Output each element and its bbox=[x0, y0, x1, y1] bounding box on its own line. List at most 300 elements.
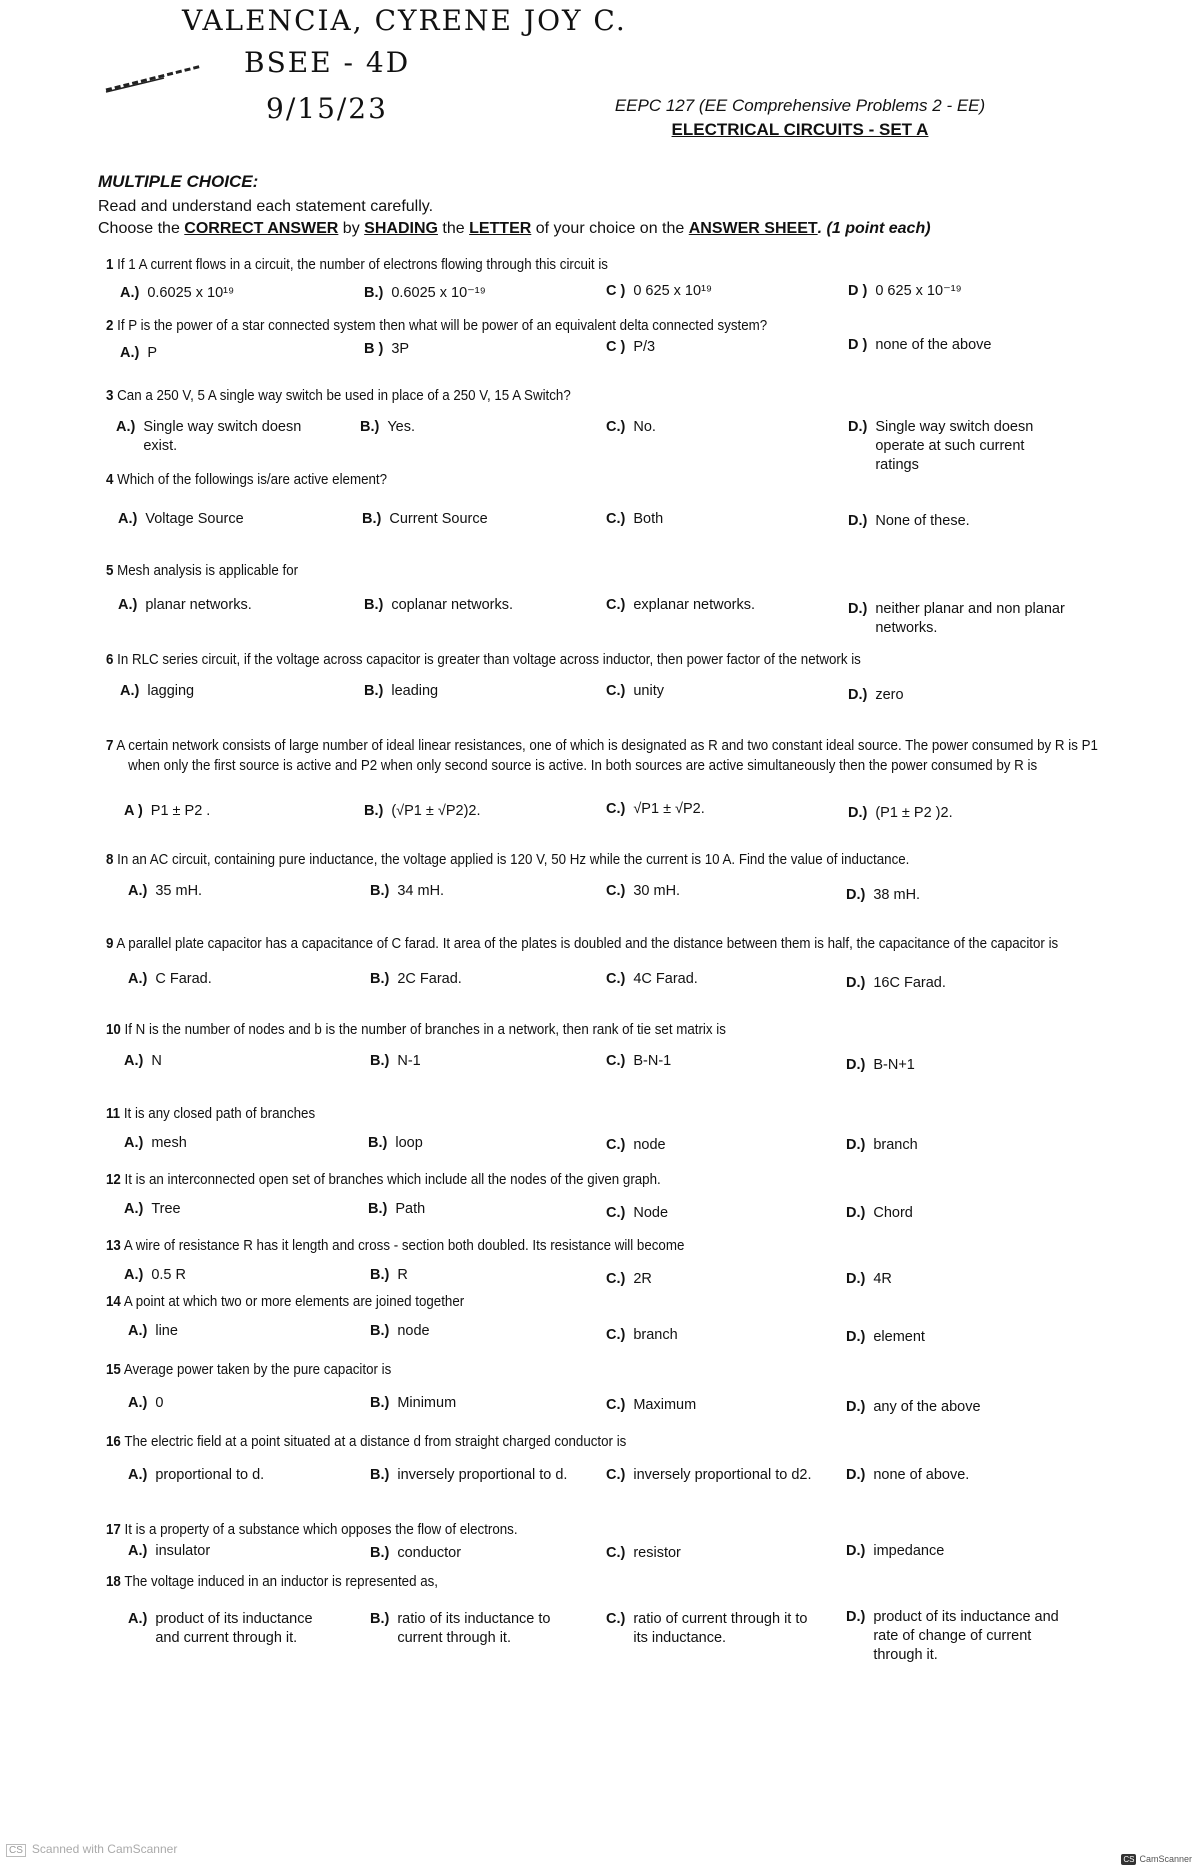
question-10-option-d bbox=[846, 1056, 915, 1075]
option-letter: A.) bbox=[128, 1323, 148, 1339]
question-1-option-b bbox=[364, 284, 486, 303]
option-text: 0.6025 x 10¹⁹ bbox=[147, 285, 235, 301]
question-stem bbox=[106, 1170, 1122, 1190]
question-2-option-d bbox=[848, 336, 991, 355]
question-number: 17 bbox=[106, 1522, 121, 1538]
set-title: ELECTRICAL CIRCUITS - SET A bbox=[671, 120, 929, 139]
instr-letter: LETTER bbox=[469, 220, 532, 237]
option-letter: D.) bbox=[848, 513, 868, 529]
option-letter: B.) bbox=[370, 971, 390, 987]
question-number: 6 bbox=[106, 652, 114, 668]
option-text: leading bbox=[391, 683, 439, 699]
option-text: unity bbox=[633, 683, 664, 699]
option-text: 2R bbox=[633, 1271, 652, 1287]
question-number: 4 bbox=[106, 472, 114, 488]
question-14-option-a bbox=[128, 1322, 178, 1341]
question-number: 15 bbox=[106, 1362, 121, 1378]
question-number: 11 bbox=[106, 1106, 121, 1122]
question-9 bbox=[106, 934, 1106, 954]
option-text: (√P1 ± √P2)2. bbox=[391, 803, 481, 819]
option-text: branch bbox=[633, 1327, 678, 1343]
question-15-option-d bbox=[846, 1398, 981, 1417]
option-letter: A.) bbox=[128, 1543, 148, 1559]
question-3-option-d bbox=[848, 418, 1065, 475]
instruction-line-2 bbox=[98, 220, 931, 238]
option-text: No. bbox=[633, 419, 656, 435]
question-number: 13 bbox=[106, 1238, 121, 1254]
question-3-option-a bbox=[116, 418, 333, 456]
question-6 bbox=[106, 650, 1106, 670]
option-text: Maximum bbox=[633, 1397, 697, 1413]
question-3-option-b bbox=[360, 418, 415, 437]
option-letter: D.) bbox=[846, 887, 866, 903]
option-text: loop bbox=[395, 1135, 423, 1151]
option-text: 3P bbox=[391, 341, 410, 357]
option-text: element bbox=[873, 1329, 925, 1345]
question-6-option-c bbox=[606, 682, 664, 701]
option-text: N bbox=[151, 1053, 162, 1069]
question-11-option-d bbox=[846, 1136, 918, 1155]
option-text: product of its inductance and current through it. bbox=[155, 1611, 313, 1646]
question-number: 14 bbox=[106, 1294, 121, 1310]
option-text: 30 mH. bbox=[633, 883, 681, 899]
option-letter: C.) bbox=[606, 1271, 626, 1287]
option-text: none of the above bbox=[875, 337, 992, 353]
pen-stroke-mark bbox=[104, 60, 204, 96]
option-letter: B.) bbox=[364, 803, 384, 819]
question-text: If P is the power of a star connected system then what will be power of an equivalent delta connected system? bbox=[117, 318, 768, 334]
option-letter: C.) bbox=[606, 1205, 626, 1221]
question-10-option-a bbox=[124, 1052, 162, 1071]
option-letter: D.) bbox=[846, 1271, 866, 1287]
option-text: zero bbox=[875, 687, 904, 703]
question-number: 10 bbox=[106, 1022, 121, 1038]
option-letter: C ) bbox=[606, 283, 626, 299]
option-text: 35 mH. bbox=[155, 883, 203, 899]
question-12-option-c bbox=[606, 1204, 668, 1223]
option-text: B-N-1 bbox=[633, 1053, 672, 1069]
section-title: MULTIPLE CHOICE: bbox=[98, 172, 259, 191]
option-text: explanar networks. bbox=[633, 597, 756, 613]
option-text: inversely proportional to d. bbox=[397, 1467, 568, 1483]
question-5-option-d bbox=[848, 600, 1065, 638]
option-letter: D.) bbox=[848, 805, 868, 821]
question-number: 12 bbox=[106, 1172, 121, 1188]
question-13-option-a bbox=[124, 1266, 186, 1285]
question-number: 8 bbox=[106, 852, 114, 868]
option-letter: B.) bbox=[370, 883, 390, 899]
option-letter: B.) bbox=[370, 1323, 390, 1339]
option-text: node bbox=[633, 1137, 666, 1153]
option-text: None of these. bbox=[875, 513, 970, 529]
question-stem bbox=[106, 1360, 1122, 1380]
question-13-option-c bbox=[606, 1270, 652, 1289]
option-letter: C.) bbox=[606, 801, 626, 817]
question-text: In an AC circuit, containing pure inductance, the voltage applied is 120 V, 50 Hz while the current is 10 A. Find the value of inductance. bbox=[117, 852, 910, 868]
option-text: 38 mH. bbox=[873, 887, 921, 903]
option-text: Chord bbox=[873, 1205, 913, 1221]
option-text: 0 625 x 10⁻¹⁹ bbox=[875, 283, 962, 299]
option-letter: A.) bbox=[128, 1611, 148, 1627]
question-17-option-b bbox=[370, 1544, 461, 1563]
scanner-text: Scanned with CamScanner bbox=[31, 1842, 178, 1856]
question-13 bbox=[106, 1236, 1106, 1256]
question-16-option-d bbox=[846, 1466, 969, 1485]
question-text: In RLC series circuit, if the voltage across capacitor is greater than voltage across inductor, then power factor of the network is bbox=[117, 652, 861, 668]
option-letter: C.) bbox=[606, 1397, 626, 1413]
question-10 bbox=[106, 1020, 1106, 1040]
option-text: 34 mH. bbox=[397, 883, 445, 899]
question-6-option-b bbox=[364, 682, 438, 701]
option-letter: B ) bbox=[364, 341, 384, 357]
question-text: The electric field at a point situated at a distance d from straight charged conductor is bbox=[124, 1434, 627, 1450]
option-letter: C.) bbox=[606, 1467, 626, 1483]
option-letter: D.) bbox=[846, 975, 866, 991]
question-text: It is an interconnected open set of branches which include all the nodes of the given graph. bbox=[124, 1172, 661, 1188]
option-text: Tree bbox=[151, 1201, 181, 1217]
question-number: 7 bbox=[106, 738, 114, 754]
option-letter: A.) bbox=[116, 419, 136, 435]
instr-shading: SHADING bbox=[364, 220, 438, 237]
question-15 bbox=[106, 1360, 1106, 1380]
option-text: 16C Farad. bbox=[873, 975, 946, 991]
option-text: product of its inductance and rate of change of current through it. bbox=[873, 1609, 1059, 1663]
question-7 bbox=[106, 736, 1106, 776]
instr-text: the bbox=[437, 220, 470, 237]
option-text: P bbox=[147, 345, 158, 361]
question-10-option-b bbox=[370, 1052, 421, 1071]
question-6-option-a bbox=[120, 682, 194, 701]
question-9-option-c bbox=[606, 970, 698, 989]
question-stem bbox=[106, 934, 1122, 954]
question-stem bbox=[106, 1520, 1122, 1540]
question-8-option-a bbox=[128, 882, 202, 901]
scanner-watermark bbox=[6, 1842, 177, 1857]
question-18-option-c bbox=[606, 1610, 813, 1648]
question-2-option-b bbox=[364, 340, 409, 359]
option-letter: A.) bbox=[118, 511, 138, 527]
option-letter: A.) bbox=[124, 1135, 144, 1151]
option-letter: C.) bbox=[606, 511, 626, 527]
option-letter: D.) bbox=[846, 1329, 866, 1345]
option-text: Single way switch doesn operate at such current ratings bbox=[875, 419, 1034, 473]
question-1-option-a bbox=[120, 284, 234, 303]
option-text: ratio of current through it to its inductance. bbox=[633, 1611, 808, 1646]
option-text: insulator bbox=[155, 1543, 211, 1559]
question-5-option-b bbox=[364, 596, 513, 615]
option-text: line bbox=[155, 1323, 178, 1339]
question-8-option-d bbox=[846, 886, 920, 905]
option-letter: D.) bbox=[848, 601, 868, 617]
option-letter: C.) bbox=[606, 597, 626, 613]
question-text: It is any closed path of branches bbox=[123, 1106, 316, 1122]
option-text: Voltage Source bbox=[145, 511, 244, 527]
question-stem bbox=[106, 736, 1122, 776]
question-13-option-d bbox=[846, 1270, 892, 1289]
option-text: P1 ± P2 . bbox=[150, 803, 211, 819]
question-16-option-a bbox=[128, 1466, 264, 1485]
question-2 bbox=[106, 316, 1106, 336]
question-text: Average power taken by the pure capacitor is bbox=[123, 1362, 392, 1378]
question-stem bbox=[106, 650, 1122, 670]
option-letter: A.) bbox=[128, 1395, 148, 1411]
option-letter: D.) bbox=[848, 419, 868, 435]
option-letter: B.) bbox=[370, 1611, 390, 1627]
question-11-option-a bbox=[124, 1134, 187, 1153]
question-11-option-c bbox=[606, 1136, 666, 1155]
question-14 bbox=[106, 1292, 1106, 1312]
option-text: 4R bbox=[873, 1271, 892, 1287]
option-letter: B.) bbox=[360, 419, 380, 435]
option-letter: C.) bbox=[606, 1053, 626, 1069]
option-letter: C.) bbox=[606, 1611, 626, 1627]
question-18-option-a bbox=[128, 1610, 335, 1648]
question-4-option-a bbox=[118, 510, 244, 529]
question-7-option-a bbox=[124, 802, 210, 821]
question-17 bbox=[106, 1520, 1106, 1540]
option-text: Minimum bbox=[397, 1395, 457, 1411]
question-text: A certain network consists of large number of ideal linear resistances, one of which is designated as R and two constant ideal source. The power consumed by R is P1 when only the first source is active and P2 when only second source is active. In both sources are active simultaneously then the power consumed by R is bbox=[116, 738, 1098, 774]
option-letter: A.) bbox=[128, 1467, 148, 1483]
option-letter: D ) bbox=[848, 283, 868, 299]
instr-text: Choose the bbox=[98, 220, 185, 237]
option-text: planar networks. bbox=[145, 597, 252, 613]
option-text: any of the above bbox=[873, 1399, 981, 1415]
question-text: If N is the number of nodes and b is the number of branches in a network, then rank of tie set matrix is bbox=[124, 1022, 726, 1038]
option-text: (P1 ± P2 )2. bbox=[875, 805, 953, 821]
option-text: Path bbox=[395, 1201, 426, 1217]
option-letter: B.) bbox=[370, 1267, 390, 1283]
camscanner-badge-icon: CS bbox=[1123, 1855, 1135, 1864]
option-text: inversely proportional to d2. bbox=[633, 1467, 812, 1483]
option-letter: A.) bbox=[120, 285, 140, 301]
question-text: A wire of resistance R has it length and cross - section both doubled. Its resistance will become bbox=[123, 1238, 685, 1254]
question-5-option-a bbox=[118, 596, 252, 615]
question-stem bbox=[106, 561, 1122, 581]
option-text: neither planar and non planar networks. bbox=[875, 601, 1065, 636]
option-letter: D ) bbox=[848, 337, 868, 353]
question-15-option-c bbox=[606, 1396, 696, 1415]
question-number: 2 bbox=[106, 318, 114, 334]
question-15-option-a bbox=[128, 1394, 163, 1413]
question-12-option-b bbox=[368, 1200, 425, 1219]
option-letter: A.) bbox=[118, 597, 138, 613]
option-letter: B.) bbox=[364, 683, 384, 699]
option-letter: C.) bbox=[606, 883, 626, 899]
option-letter: B.) bbox=[370, 1053, 390, 1069]
option-letter: C.) bbox=[606, 1327, 626, 1343]
option-letter: A.) bbox=[124, 1201, 144, 1217]
instr-answer-sheet: ANSWER SHEET bbox=[688, 220, 818, 237]
question-text: The voltage induced in an inductor is represented as, bbox=[124, 1574, 439, 1590]
question-stem bbox=[106, 1292, 1122, 1312]
option-text: Yes. bbox=[387, 419, 416, 435]
option-letter: D.) bbox=[846, 1137, 866, 1153]
option-text: none of above. bbox=[873, 1467, 970, 1483]
instr-text: by bbox=[338, 220, 365, 237]
question-stem bbox=[106, 316, 1122, 336]
student-section: BSEE - 4D bbox=[244, 46, 411, 79]
question-stem bbox=[106, 850, 1122, 870]
question-18-option-d bbox=[846, 1608, 1063, 1665]
option-text: R bbox=[397, 1267, 408, 1283]
question-8 bbox=[106, 850, 1106, 870]
option-text: coplanar networks. bbox=[391, 597, 514, 613]
question-9-option-b bbox=[370, 970, 462, 989]
question-number: 9 bbox=[106, 936, 114, 952]
question-17-option-d bbox=[846, 1542, 944, 1561]
option-letter: A.) bbox=[124, 1053, 144, 1069]
option-text: N-1 bbox=[397, 1053, 421, 1069]
question-10-option-c bbox=[606, 1052, 671, 1071]
option-letter: C.) bbox=[606, 419, 626, 435]
question-4-option-d bbox=[848, 512, 970, 531]
question-5-option-c bbox=[606, 596, 755, 615]
option-letter: D.) bbox=[846, 1543, 866, 1559]
option-text: ratio of its inductance to current through it. bbox=[397, 1611, 551, 1646]
instruction-line-1: Read and understand each statement carefully. bbox=[98, 198, 434, 215]
option-letter: B.) bbox=[364, 285, 384, 301]
question-9-option-a bbox=[128, 970, 212, 989]
question-8-option-c bbox=[606, 882, 680, 901]
option-letter: D.) bbox=[848, 687, 868, 703]
question-number: 3 bbox=[106, 388, 114, 404]
question-16 bbox=[106, 1432, 1106, 1452]
question-17-option-a bbox=[128, 1542, 210, 1561]
option-text: mesh bbox=[151, 1135, 187, 1151]
question-2-option-c bbox=[606, 338, 655, 357]
question-stem bbox=[106, 1572, 1122, 1592]
camscanner-icon: CS bbox=[6, 1844, 26, 1857]
question-6-option-d bbox=[848, 686, 904, 705]
option-text: 0 bbox=[155, 1395, 164, 1411]
question-11-option-b bbox=[368, 1134, 423, 1153]
question-2-option-a bbox=[120, 344, 157, 363]
option-letter: C.) bbox=[606, 1545, 626, 1561]
question-text: If 1 A current flows in a circuit, the number of electrons flowing through this circuit is bbox=[117, 257, 608, 273]
option-text: 0.5 R bbox=[151, 1267, 187, 1283]
option-text: lagging bbox=[147, 683, 195, 699]
option-text: proportional to d. bbox=[155, 1467, 265, 1483]
camscanner-badge-text: CamScanner bbox=[1139, 1854, 1192, 1864]
student-name: VALENCIA, CYRENE JOY C. bbox=[182, 4, 627, 37]
question-12-option-a bbox=[124, 1200, 181, 1219]
instr-correct-answer: CORRECT ANSWER bbox=[184, 220, 339, 237]
question-text: Can a 250 V, 5 A single way switch be used in place of a 250 V, 15 A Switch? bbox=[117, 388, 571, 404]
option-letter: B.) bbox=[370, 1467, 390, 1483]
question-7-option-d bbox=[848, 804, 953, 823]
question-15-option-b bbox=[370, 1394, 456, 1413]
question-11 bbox=[106, 1104, 1106, 1124]
option-text: P/3 bbox=[633, 339, 656, 355]
option-letter: A.) bbox=[120, 683, 140, 699]
question-number: 18 bbox=[106, 1574, 121, 1590]
option-letter: B.) bbox=[368, 1135, 388, 1151]
question-1-option-d bbox=[848, 282, 962, 301]
question-4-option-b bbox=[362, 510, 488, 529]
option-text: Node bbox=[633, 1205, 669, 1221]
option-letter: D.) bbox=[846, 1205, 866, 1221]
question-stem bbox=[106, 1236, 1122, 1256]
option-letter: D.) bbox=[846, 1467, 866, 1483]
option-letter: B.) bbox=[368, 1201, 388, 1217]
question-text: It is a property of a substance which opposes the flow of electrons. bbox=[124, 1522, 518, 1538]
option-letter: B.) bbox=[364, 597, 384, 613]
question-text: A point at which two or more elements are joined together bbox=[123, 1294, 465, 1310]
option-letter: C.) bbox=[606, 971, 626, 987]
option-text: √P1 ± √P2. bbox=[633, 801, 705, 817]
option-letter: A ) bbox=[124, 803, 143, 819]
question-1-option-c bbox=[606, 282, 712, 301]
question-18-option-b bbox=[370, 1610, 577, 1648]
question-stem bbox=[106, 1432, 1122, 1452]
option-text: 4C Farad. bbox=[633, 971, 698, 987]
question-14-option-b bbox=[370, 1322, 430, 1341]
option-letter: B.) bbox=[362, 511, 382, 527]
question-12 bbox=[106, 1170, 1106, 1190]
question-stem bbox=[106, 470, 1122, 490]
question-8-option-b bbox=[370, 882, 444, 901]
option-text: node bbox=[397, 1323, 430, 1339]
option-letter: B.) bbox=[370, 1545, 390, 1561]
question-text: Mesh analysis is applicable for bbox=[117, 563, 299, 579]
option-letter: B.) bbox=[370, 1395, 390, 1411]
option-text: Both bbox=[633, 511, 664, 527]
question-3-option-c bbox=[606, 418, 656, 437]
question-text: Which of the followings is/are active element? bbox=[117, 472, 388, 488]
option-text: resistor bbox=[633, 1545, 681, 1561]
question-stem bbox=[106, 255, 1122, 275]
question-number: 1 bbox=[106, 257, 114, 273]
camscanner-badge bbox=[1121, 1854, 1192, 1865]
option-text: Single way switch doesn exist. bbox=[143, 419, 302, 454]
option-text: B-N+1 bbox=[873, 1057, 915, 1073]
question-1 bbox=[106, 255, 1106, 275]
question-12-option-d bbox=[846, 1204, 913, 1223]
option-letter: A.) bbox=[128, 883, 148, 899]
question-number: 5 bbox=[106, 563, 114, 579]
question-18 bbox=[106, 1572, 1106, 1592]
option-text: C Farad. bbox=[155, 971, 212, 987]
question-5 bbox=[106, 561, 1106, 581]
question-4-option-c bbox=[606, 510, 663, 529]
question-4 bbox=[106, 470, 1106, 490]
option-letter: A.) bbox=[124, 1267, 144, 1283]
question-stem bbox=[106, 1020, 1122, 1040]
question-16-option-b bbox=[370, 1466, 567, 1485]
option-text: branch bbox=[873, 1137, 918, 1153]
course-title: EEPC 127 (EE Comprehensive Problems 2 - EE) bbox=[614, 96, 986, 115]
option-text: impedance bbox=[873, 1543, 945, 1559]
question-16-option-c bbox=[606, 1466, 811, 1485]
question-text: A parallel plate capacitor has a capacitance of C farad. It area of the plates is doubled and the distance between them is half, the capacitance of the capacitor is bbox=[116, 936, 1059, 952]
question-7-option-b bbox=[364, 802, 481, 821]
option-text: Current Source bbox=[389, 511, 488, 527]
option-letter: D.) bbox=[846, 1609, 866, 1625]
option-text: 2C Farad. bbox=[397, 971, 462, 987]
option-letter: D.) bbox=[846, 1399, 866, 1415]
option-letter: D.) bbox=[846, 1057, 866, 1073]
option-letter: A.) bbox=[120, 345, 140, 361]
option-text: 0 625 x 10¹⁹ bbox=[633, 283, 713, 299]
question-9-option-d bbox=[846, 974, 946, 993]
option-letter: A.) bbox=[128, 971, 148, 987]
question-stem bbox=[106, 1104, 1122, 1124]
question-stem bbox=[106, 386, 1122, 406]
question-number: 16 bbox=[106, 1434, 121, 1450]
instr-text: of your choice on the bbox=[531, 220, 689, 237]
question-3 bbox=[106, 386, 1106, 406]
